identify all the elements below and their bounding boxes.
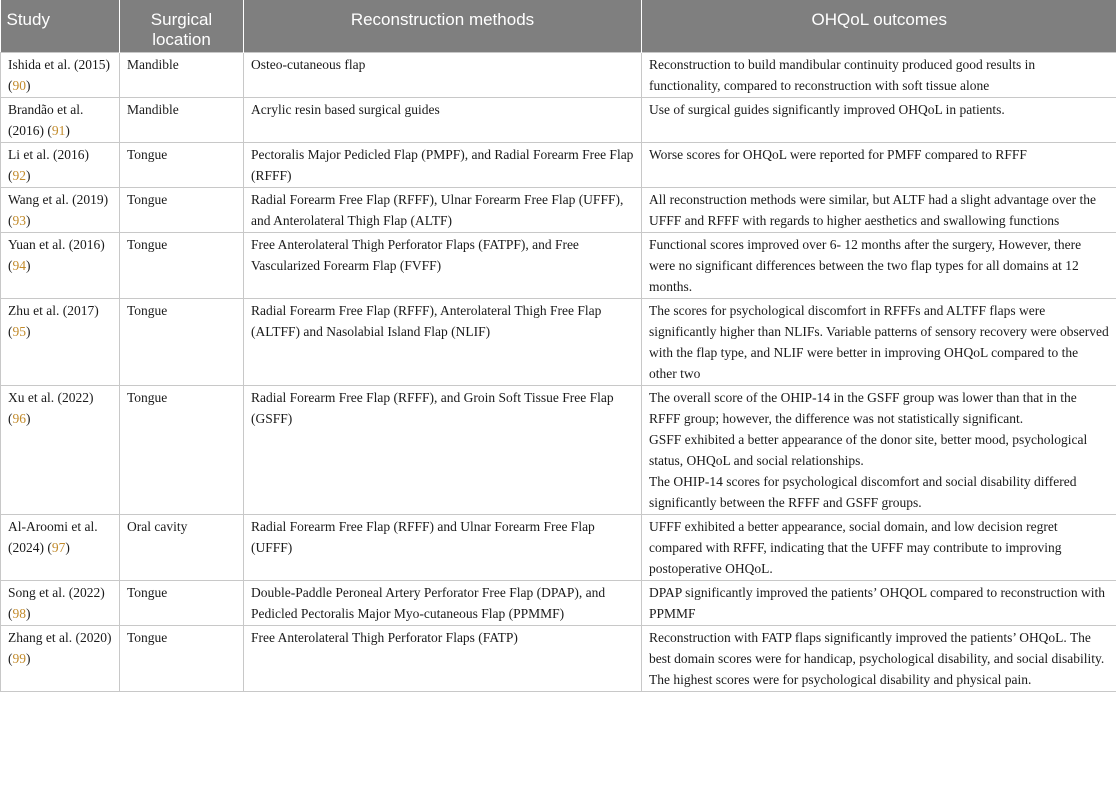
- outcome-text: GSFF exhibited a better appearance of the donor site, better mood, psychological status, OHQoL and social relationships.: [649, 432, 1088, 468]
- reconstruction-methods-cell: Free Anterolateral Thigh Perforator Flaps (FATPF), and Free Vascularized Forearm Flap (FVFF): [244, 233, 642, 299]
- reconstruction-methods-cell: Pectoralis Major Pedicled Flap (PMPF), and Radial Forearm Free Flap (RFFF): [244, 143, 642, 188]
- reconstruction-methods-cell: Radial Forearm Free Flap (RFFF), Anterolateral Thigh Free Flap (ALTFF) and Nasolabial Island Flap (NLIF): [244, 299, 642, 386]
- study-citation: Al-Aroomi et al. (2024): [8, 519, 98, 555]
- table-body: [1, 53, 1116, 692]
- ohqol-outcomes-cell: [642, 386, 1116, 515]
- ohqol-outcomes-cell: [642, 299, 1116, 386]
- header-row: [1, 0, 1116, 53]
- ohqol-outcomes-cell: [642, 98, 1116, 143]
- ohqol-outcomes-cell: [642, 515, 1116, 581]
- table-header: [1, 0, 1116, 53]
- header-ohqol-outcomes: OHQoL outcomes: [642, 0, 1116, 53]
- outcome-text: The overall score of the OHIP-14 in the GSFF group was lower than that in the RFFF group; however, the difference was not statistically significant.: [649, 390, 1077, 426]
- outcome-text: DPAP significantly improved the patients’ OHQOL compared to reconstruction with PPMMF: [649, 585, 1106, 621]
- outcome-text: Reconstruction to build mandibular continuity produced good results in functionality, compared to reconstruction with soft tissue alone: [649, 57, 1036, 93]
- outcome-text: Functional scores improved over 6- 12 months after the surgery, However, there were no significant differences between the two flap types for all domains at 12 months.: [649, 237, 1082, 294]
- study-citation: Ishida et al. (2015): [8, 57, 110, 72]
- ohqol-outcomes-cell: [642, 233, 1116, 299]
- reference-link[interactable]: 93: [12, 213, 26, 228]
- study-cell: Xu et al. (2022) (96): [1, 386, 120, 515]
- surgical-location-cell: Tongue: [120, 299, 244, 386]
- study-cell: Al-Aroomi et al. (2024) (97): [1, 515, 120, 581]
- surgical-location-cell: Mandible: [120, 53, 244, 98]
- reconstruction-methods-cell: Acrylic resin based surgical guides: [244, 98, 642, 143]
- reconstruction-methods-cell: Free Anterolateral Thigh Perforator Flaps (FATP): [244, 626, 642, 692]
- reconstruction-methods-cell: Radial Forearm Free Flap (RFFF), Ulnar Forearm Free Flap (UFFF), and Anterolateral Thigh Flap (ALTF): [244, 188, 642, 233]
- study-cell: Song et al. (2022) (98): [1, 581, 120, 626]
- table-row: [1, 233, 1116, 299]
- header-study: Study: [1, 0, 120, 53]
- study-cell: Li et al. (2016) (92): [1, 143, 120, 188]
- surgical-location-cell: Tongue: [120, 143, 244, 188]
- study-citation: Song et al. (2022): [8, 585, 105, 600]
- outcome-text: All reconstruction methods were similar, but ALTF had a slight advantage over the UFFF and RFFF with regards to higher aesthetics and swallowing functions: [649, 192, 1096, 228]
- study-citation: Xu et al. (2022): [8, 390, 94, 405]
- reference-link[interactable]: 94: [12, 258, 26, 273]
- table-row: [1, 53, 1116, 98]
- table-row: [1, 299, 1116, 386]
- reference-link[interactable]: 99: [12, 651, 26, 666]
- study-citation: Li et al. (2016): [8, 147, 89, 162]
- study-citation: Yuan et al. (2016): [8, 237, 105, 252]
- table-row: [1, 581, 1116, 626]
- study-cell: Brandão et al. (2016) (91): [1, 98, 120, 143]
- ohqol-outcomes-cell: [642, 143, 1116, 188]
- surgical-location-cell: Tongue: [120, 233, 244, 299]
- study-cell: Zhu et al. (2017) (95): [1, 299, 120, 386]
- outcome-text: The scores for psychological discomfort in RFFFs and ALTFF flaps were significantly higher than NLIFs. Variable patterns of sensory recovery were observed with the flap type, and NLIF were better in improving OHQoL compared to the other two: [649, 303, 1109, 381]
- table-row: [1, 188, 1116, 233]
- table-row: [1, 386, 1116, 515]
- study-citation: Wang et al. (2019): [8, 192, 109, 207]
- surgical-location-cell: Tongue: [120, 188, 244, 233]
- reconstruction-methods-cell: Osteo-cutaneous flap: [244, 53, 642, 98]
- ohqol-outcomes-cell: [642, 626, 1116, 692]
- study-cell: Ishida et al. (2015) (90): [1, 53, 120, 98]
- ohqol-outcomes-cell: [642, 53, 1116, 98]
- reference-link[interactable]: 90: [12, 78, 26, 93]
- outcome-text: The OHIP-14 scores for psychological discomfort and social disability differed significantly between the RFFF and GSFF groups.: [649, 474, 1077, 510]
- reconstruction-methods-cell: Radial Forearm Free Flap (RFFF), and Groin Soft Tissue Free Flap (GSFF): [244, 386, 642, 515]
- header-reconstruction-methods: Reconstruction methods: [244, 0, 642, 53]
- surgical-location-cell: Tongue: [120, 581, 244, 626]
- study-cell: Yuan et al. (2016) (94): [1, 233, 120, 299]
- surgical-location-cell: Mandible: [120, 98, 244, 143]
- reference-link[interactable]: 96: [12, 411, 26, 426]
- surgical-location-cell: Tongue: [120, 626, 244, 692]
- outcome-text: Use of surgical guides significantly improved OHQoL in patients.: [649, 102, 1005, 117]
- ohqol-outcomes-cell: [642, 188, 1116, 233]
- outcome-text: UFFF exhibited a better appearance, social domain, and low decision regret compared with RFFF, indicating that the UFFF may contribute to improving postoperative OHQoL.: [649, 519, 1062, 576]
- study-citation: Brandão et al. (2016): [8, 102, 84, 138]
- reconstruction-methods-cell: Radial Forearm Free Flap (RFFF) and Ulnar Forearm Free Flap (UFFF): [244, 515, 642, 581]
- study-cell: Zhang et al. (2020) (99): [1, 626, 120, 692]
- reference-link[interactable]: 91: [51, 123, 66, 138]
- table-row: [1, 98, 1116, 143]
- surgical-location-cell: Oral cavity: [120, 515, 244, 581]
- table-row: [1, 143, 1116, 188]
- reconstruction-methods-cell: Double-Paddle Peroneal Artery Perforator Free Flap (DPAP), and Pedicled Pectoralis Major Myo-cutaneous Flap (PPMMF): [244, 581, 642, 626]
- reference-link[interactable]: 97: [51, 540, 66, 555]
- table-row: [1, 515, 1116, 581]
- table-row: [1, 626, 1116, 692]
- ohqol-outcomes-cell: [642, 581, 1116, 626]
- surgical-location-cell: Tongue: [120, 386, 244, 515]
- study-citation: Zhang et al. (2020): [8, 630, 112, 645]
- study-citation: Zhu et al. (2017): [8, 303, 99, 318]
- reference-link[interactable]: 95: [12, 324, 26, 339]
- header-surgical-location: Surgical location: [120, 0, 244, 53]
- outcome-text: Reconstruction with FATP flaps significantly improved the patients’ OHQoL. The best domain scores were for handicap, psychological disability, and social disability. The highest scores were for psychological disability and physical pain.: [649, 630, 1105, 687]
- reference-link[interactable]: 98: [12, 606, 26, 621]
- outcome-text: Worse scores for OHQoL were reported for PMFF compared to RFFF: [649, 147, 1027, 162]
- reference-link[interactable]: 92: [12, 168, 26, 183]
- study-cell: Wang et al. (2019) (93): [1, 188, 120, 233]
